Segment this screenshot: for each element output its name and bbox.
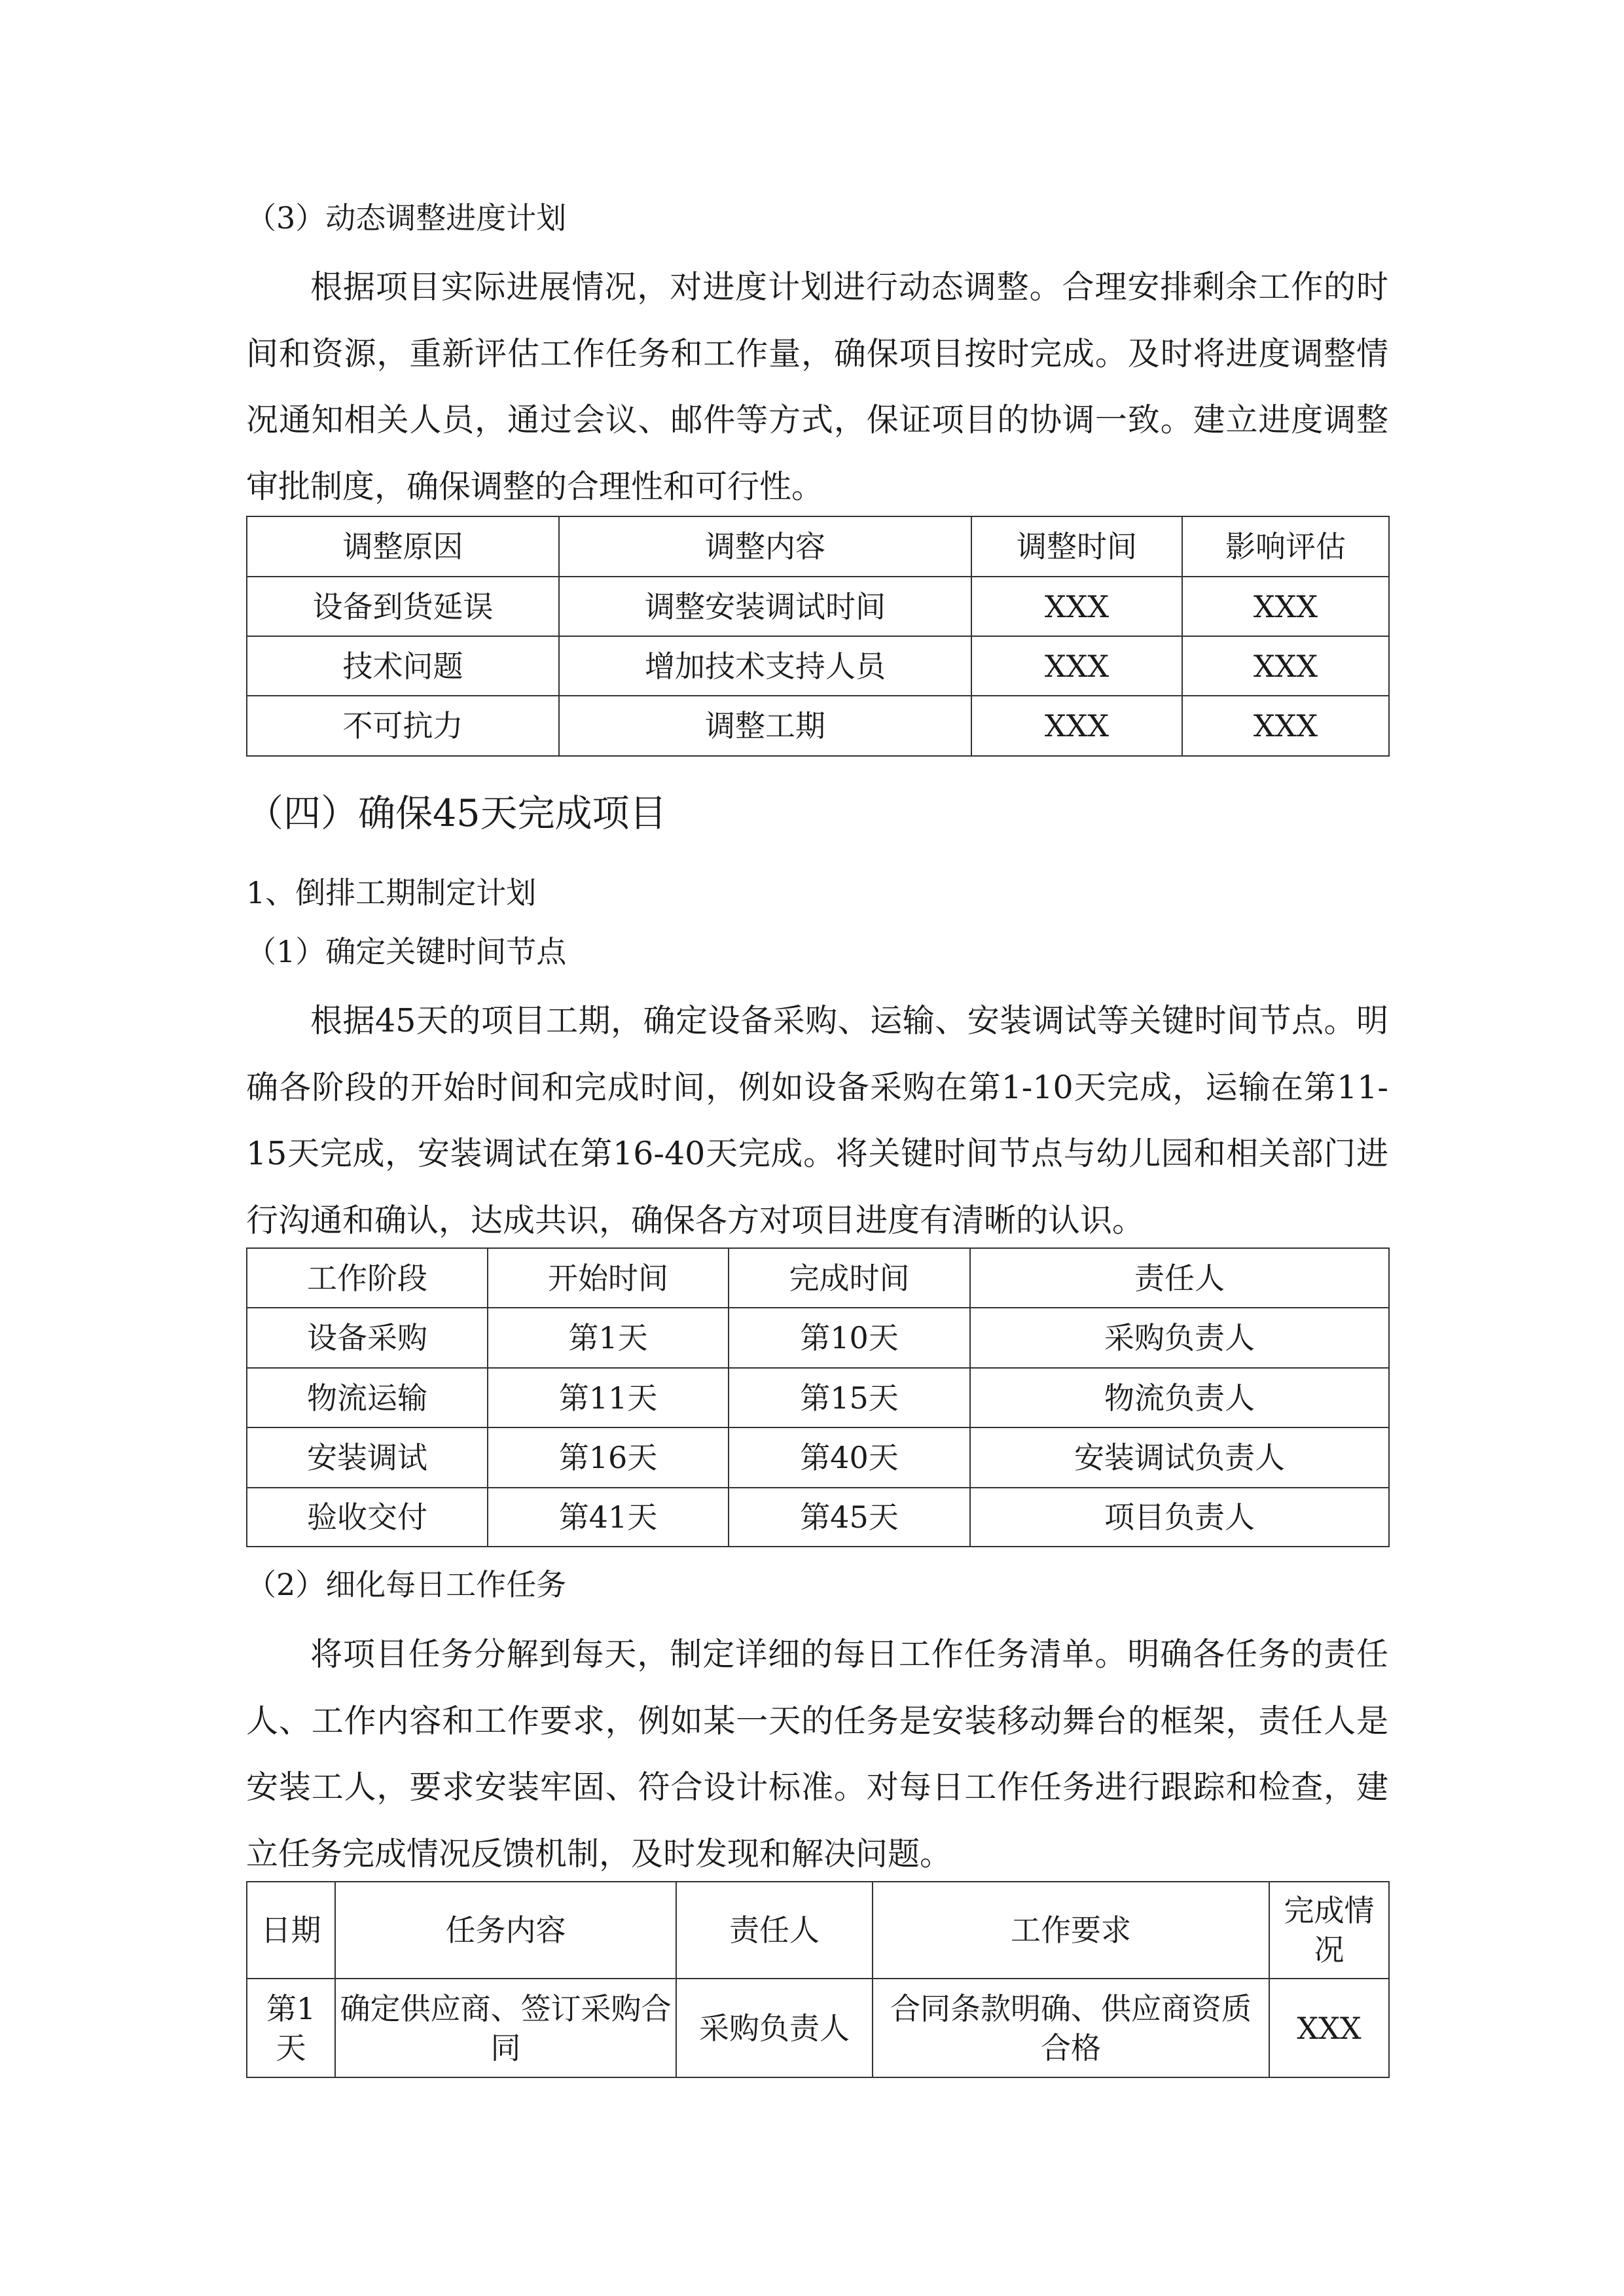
table-cell: 物流负责人	[970, 1368, 1389, 1427]
table-header-cell: 调整时间	[971, 516, 1182, 577]
table-cell: 确定供应商、签订采购合同	[335, 1979, 676, 2077]
table-header-cell: 影响评估	[1182, 516, 1389, 577]
paragraph-dynamic-adjust: 根据项目实际进展情况，对进度计划进行动态调整。合理安排剩余工作的时间和资源，重新评估工作任务和工作量，确保项目按时完成。及时将进度调整情况通知相关人员，通过会议、邮件等方式，保证项目的协调一致。建立进度调整审批制度，确保调整的合理性和可行性。	[246, 268, 1388, 505]
table-row	[247, 636, 1389, 696]
table-cell: 第1天	[488, 1308, 729, 1368]
table-cell: 设备采购	[247, 1308, 488, 1368]
table-cell: 采购负责人	[970, 1308, 1389, 1368]
section-title-45-days: （四）确保45天完成项目	[246, 792, 667, 835]
table-header-row	[247, 1882, 1389, 1979]
table-cell: 第11天	[488, 1368, 729, 1427]
table-cell: 设备到货延误	[247, 577, 559, 636]
table-cell: 物流运输	[247, 1368, 488, 1427]
table-header-cell: 任务内容	[335, 1882, 676, 1979]
table-header-cell: 责任人	[970, 1248, 1389, 1308]
table-adjust	[246, 516, 1390, 757]
table-cell: XXX	[1182, 577, 1389, 636]
table-row	[247, 1979, 1389, 2077]
table-row	[247, 577, 1389, 636]
heading-daily-tasks: （2）细化每日工作任务	[246, 1567, 567, 1602]
table-cell: 调整安装调试时间	[559, 577, 971, 636]
table-header-cell: 完成时间	[729, 1248, 970, 1308]
table-header-cell: 工作要求	[873, 1882, 1269, 1979]
table-schedule	[246, 1247, 1390, 1547]
subheading-backward-schedule: 1、倒排工期制定计划	[246, 875, 537, 910]
table-cell: 技术问题	[247, 636, 559, 696]
table-cell: 第16天	[488, 1427, 729, 1488]
table-header-row	[247, 1248, 1389, 1308]
table-cell: 合同条款明确、供应商资质合格	[873, 1979, 1269, 2077]
table-cell: XXX	[1182, 696, 1389, 756]
table-cell: 第10天	[729, 1308, 970, 1368]
table-row	[247, 1308, 1389, 1368]
table-cell: 安装调试	[247, 1427, 488, 1488]
table-cell: 调整工期	[559, 696, 971, 756]
table-cell: 第41天	[488, 1488, 729, 1547]
table-cell: 增加技术支持人员	[559, 636, 971, 696]
paragraph-daily-tasks: 将项目任务分解到每天，制定详细的每日工作任务清单。明确各任务的责任人、工作内容和工作要求，例如某一天的任务是安装移动舞台的框架，责任人是安装工人，要求安装牢固、符合设计标准。对每日工作任务进行跟踪和检查，建立任务完成情况反馈机制，及时发现和解决问题。	[246, 1636, 1388, 1873]
table-cell: 采购负责人	[676, 1979, 873, 2077]
table-row	[247, 1488, 1389, 1547]
table-row	[247, 1368, 1389, 1427]
table-cell: XXX	[1182, 636, 1389, 696]
paragraph-key-milestones: 根据45天的项目工期，确定设备采购、运输、安装调试等关键时间节点。明确各阶段的开始时间和完成时间，例如设备采购在第1-10天完成，运输在第11-15天完成，安装调试在第16-40天完成。将关键时间节点与幼儿园和相关部门进行沟通和确认，达成共识，确保各方对项目进度有清晰的认识。	[246, 1002, 1388, 1239]
table-row	[247, 696, 1389, 756]
table-cell: XXX	[971, 696, 1182, 756]
table-header-cell: 工作阶段	[247, 1248, 488, 1308]
table-cell: 不可抗力	[247, 696, 559, 756]
table-cell: XXX	[1269, 1979, 1389, 2077]
table-cell: 第15天	[729, 1368, 970, 1427]
table-header-cell: 日期	[247, 1882, 335, 1979]
table-header-cell: 调整内容	[559, 516, 971, 577]
table-cell: 第45天	[729, 1488, 970, 1547]
table-cell: 安装调试负责人	[970, 1427, 1389, 1488]
table-header-cell: 责任人	[676, 1882, 873, 1979]
heading-key-milestones: （1）确定关键时间节点	[246, 934, 567, 969]
table-header-cell: 完成情况	[1269, 1882, 1389, 1979]
heading-dynamic-adjust: （3）动态调整进度计划	[246, 200, 567, 236]
table-cell: XXX	[971, 636, 1182, 696]
table-row	[247, 1427, 1389, 1488]
table-daily-tasks	[246, 1881, 1390, 2078]
table-cell: 项目负责人	[970, 1488, 1389, 1547]
table-cell: 第40天	[729, 1427, 970, 1488]
table-cell: XXX	[971, 577, 1182, 636]
table-cell: 验收交付	[247, 1488, 488, 1547]
table-header-cell: 调整原因	[247, 516, 559, 577]
table-cell: 第1天	[247, 1979, 335, 2077]
table-header-cell: 开始时间	[488, 1248, 729, 1308]
table-header-row	[247, 516, 1389, 577]
